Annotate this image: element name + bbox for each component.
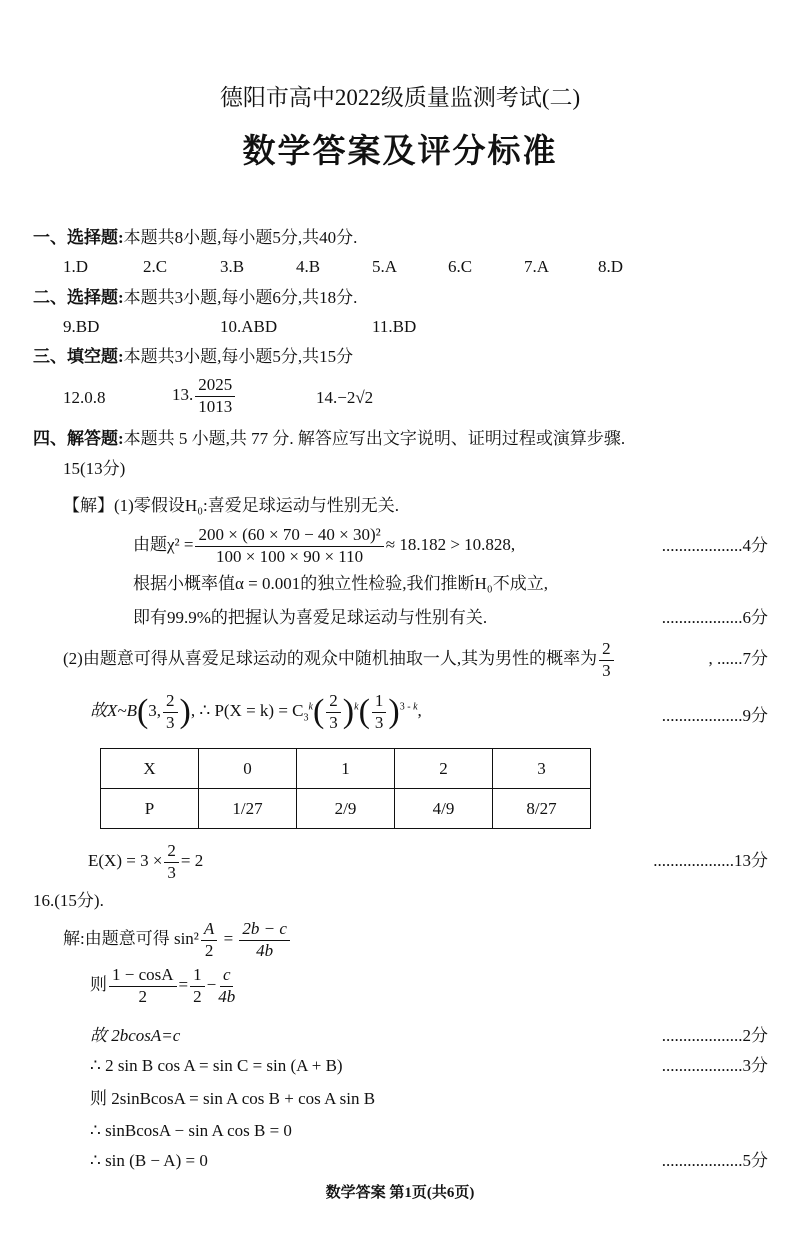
- page-footer: 数学答案 第1页(共6页): [325, 1185, 475, 1201]
- q16-line: ∴ 2 sin B cos A = sin C = sin (A + B): [90, 1056, 343, 1075]
- table-row: [101, 789, 591, 829]
- answer: 8.D: [598, 257, 624, 276]
- section-3: 三、填空题:本题共3小题,每小题5分,共15分: [33, 347, 354, 366]
- answer-12: 12.0.8: [63, 388, 106, 407]
- score: ...................4分: [661, 536, 768, 555]
- answer: 9.BD: [63, 317, 100, 336]
- table-cell: 2/9: [297, 789, 395, 829]
- distribution-table: [100, 748, 591, 829]
- answer-13: 13. $\frac{2025}{1013}$: [172, 376, 237, 416]
- section-4: 四、解答题:本题共 5 小题,共 77 分. 解答应写出文字说明、证明过程或演算步骤.: [33, 429, 626, 448]
- answer: 6.C: [448, 257, 473, 276]
- score: ...................3分: [661, 1056, 768, 1075]
- q16-title: 16.(15分).: [33, 891, 104, 910]
- q15-title: 15(13分): [63, 459, 126, 478]
- q15-line: (2)由题意可得从喜爱足球运动的观众中随机抽取一人,其为男性的概率为 $\frac{2}{3}$: [63, 640, 616, 680]
- section-1: 一、选择题:本题共8小题,每小题5分,共40分.: [33, 228, 358, 247]
- table-cell: 1/27: [199, 789, 297, 829]
- score: ...................2分: [661, 1026, 768, 1045]
- table-cell: 2: [395, 749, 493, 789]
- answer: 7.A: [524, 257, 550, 276]
- score: ...................6分: [661, 608, 768, 627]
- answer: 3.B: [220, 257, 245, 276]
- table-cell: X: [101, 749, 199, 789]
- score: , ......7分: [708, 649, 768, 668]
- binomial-line: 故X~B(3, $\frac{2}{3}$ ), ∴ $P(X = k) = C_3^k$( $\frac{2}{3}$ )$^k$( $\frac{1}{3}$ )$^{3 - k}$,: [90, 691, 422, 732]
- answer-14: 14.−2√2: [316, 388, 374, 407]
- table-cell: P: [101, 789, 199, 829]
- section-2: 二、选择题:本题共3小题,每小题6分,共18分.: [33, 288, 358, 307]
- score: ...................13分: [653, 851, 768, 870]
- q15-line: 即有99.9%的把握认为喜爱足球运动与性别有关.: [133, 608, 488, 627]
- q16-line: 则 $\frac{1 - \cos A}{2}$ = $\frac{1}{2}$ − $\frac{c}{4b}$: [90, 965, 236, 1006]
- answer: 11.BD: [372, 317, 417, 336]
- exam-title: 德阳市高中2022级质量监测考试(二): [219, 85, 581, 110]
- answer: 1.D: [63, 257, 89, 276]
- table-cell: 1: [297, 749, 395, 789]
- expectation: E(X) = 3 × $\frac{2}{3}$ = 2: [88, 841, 204, 882]
- score: ...................9分: [661, 706, 768, 725]
- q16-line: 故 2bcosA=c: [90, 1026, 181, 1045]
- table-row: [101, 749, 591, 789]
- q16-line: ∴ sinBcosA − sin A cos B = 0: [90, 1121, 292, 1140]
- table-cell: 8/27: [493, 789, 591, 829]
- answer: 4.B: [296, 257, 321, 276]
- answer: 10.ABD: [220, 317, 278, 336]
- q16-line: ∴ sin (B − A) = 0: [90, 1151, 208, 1170]
- doc-title: 数学答案及评分标准: [242, 134, 558, 170]
- answer: 2.C: [143, 257, 168, 276]
- table-cell: 0: [199, 749, 297, 789]
- score: ...................5分: [661, 1151, 768, 1170]
- table-cell: 3: [493, 749, 591, 789]
- q15-line: 根据小概率值α = 0.001的独立性检验,我们推断H₀不成立,: [133, 574, 548, 593]
- q16-line: 解:由题意可得 sin² $\frac{A}{2}$ = $\frac{2b - c}{4b}$: [63, 920, 292, 960]
- chi-square-formula: 由题χ² = $\frac{\text{200 × (60 × 70 − 40 × 30)²}}{100 \times 100 \times 90 \times 110}$ ≈ 18.182 > 10.828,: [133, 525, 516, 566]
- q16-line: 则 2sinBcosA = sin A cos B + cos A sin B: [90, 1089, 376, 1108]
- answer: 5.A: [372, 257, 398, 276]
- q15-line: 【解】(1)零假设H₀:喜爱足球运动与性别无关.: [63, 496, 399, 515]
- table-cell: 4/9: [395, 789, 493, 829]
